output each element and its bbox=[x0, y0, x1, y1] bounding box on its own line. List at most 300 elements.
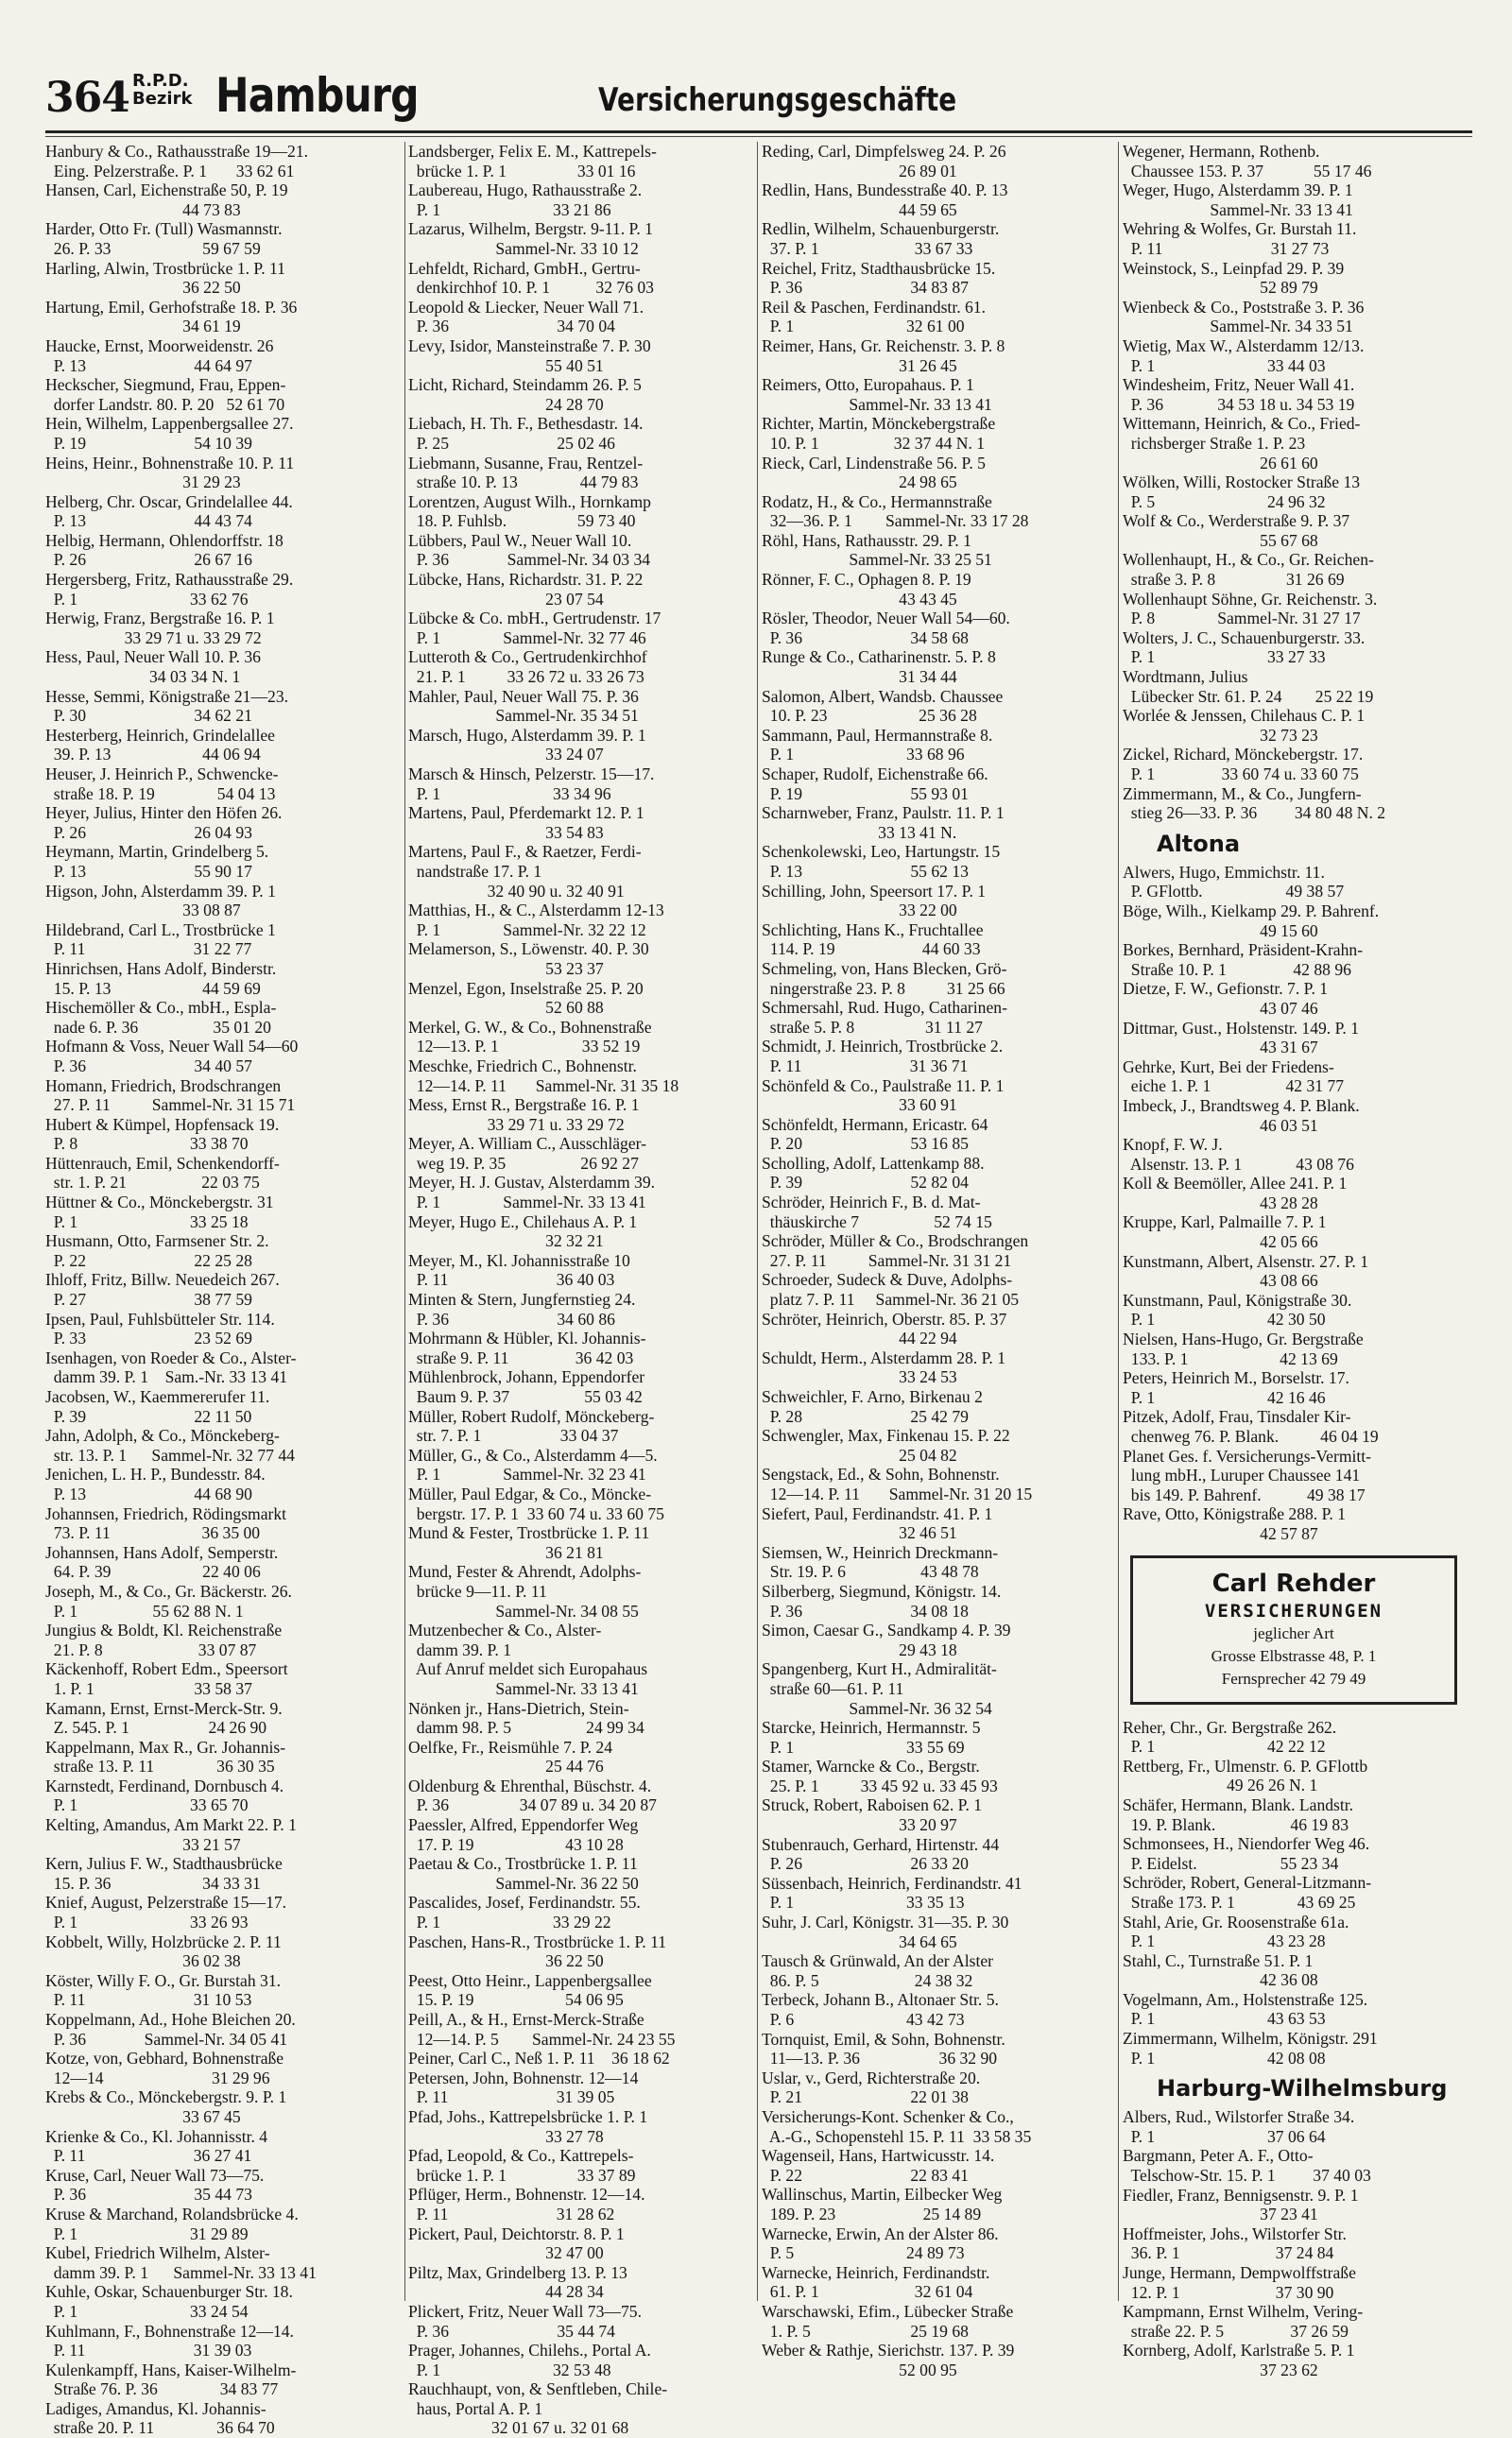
directory-line: Sammel-Nr. 33 13 41 bbox=[408, 1678, 639, 1698]
directory-line: Helberg, Chr. Oscar, Grindelallee 44. bbox=[45, 491, 293, 511]
directory-line: 36 22 50 bbox=[408, 1951, 604, 1971]
directory-line: 37 23 62 bbox=[1123, 2360, 1318, 2379]
directory-line: Schilling, John, Speersort 17. P. 1 bbox=[762, 881, 987, 901]
directory-line: 52 60 88 bbox=[408, 998, 604, 1018]
directory-line: P. 36 34 83 87 bbox=[762, 278, 969, 298]
directory-line: Hansen, Carl, Eichenstraße 50, P. 19 bbox=[45, 180, 288, 200]
directory-line: Sammel-Nr. 36 22 50 bbox=[408, 1873, 639, 1893]
directory-line: Weger, Hugo, Alsterdamm 39. P. 1 bbox=[1123, 180, 1353, 200]
rpd-line1: R.P.D. bbox=[132, 71, 189, 91]
directory-line: Knief, August, Pelzerstraße 15—17. bbox=[45, 1893, 287, 1913]
directory-line: 34 03 34 N. 1 bbox=[45, 667, 241, 687]
directory-line: P. 11 31 27 73 bbox=[1123, 238, 1330, 258]
directory-line: Mühlenbrock, Johann, Eppendorfer bbox=[408, 1367, 645, 1387]
directory-line: Peters, Heinrich M., Borselstr. 17. bbox=[1123, 1368, 1349, 1388]
directory-line: ningerstraße 23. P. 8 31 25 66 bbox=[762, 978, 1005, 998]
directory-line: Homann, Friedrich, Brodschrangen bbox=[45, 1075, 282, 1095]
directory-line: Auf Anruf meldet sich Europahaus bbox=[408, 1659, 648, 1679]
directory-line: Simon, Caesar G., Sandkamp 4. P. 39 bbox=[762, 1621, 1011, 1640]
directory-line: 10. P. 23 25 36 28 bbox=[762, 706, 977, 726]
directory-line: P. 11 36 27 41 bbox=[45, 2146, 252, 2166]
directory-line: Meyer, Hugo E., Chilehaus A. P. 1 bbox=[408, 1211, 638, 1231]
directory-line: Kelting, Amandus, Am Markt 22. P. 1 bbox=[45, 1815, 297, 1835]
directory-line: P. 1 Sammel-Nr. 32 23 41 bbox=[408, 1465, 646, 1485]
directory-line: P. 1 42 08 08 bbox=[1123, 2048, 1326, 2068]
directory-line: P. 11 31 10 53 bbox=[45, 1990, 252, 2010]
directory-line: Piltz, Max, Grindelberg 13. P. 13 bbox=[408, 2262, 627, 2282]
directory-line: Johannsen, Friedrich, Rödingsmarkt bbox=[45, 1503, 287, 1523]
directory-line: Straße 10. P. 1 42 88 96 bbox=[1123, 959, 1351, 979]
directory-line: P. 13 44 68 90 bbox=[45, 1484, 252, 1503]
directory-line: 86. P. 5 24 38 32 bbox=[762, 1970, 973, 1990]
ad-title: VERSICHERUNGEN bbox=[1204, 1600, 1383, 1622]
directory-line: P. 11 31 36 71 bbox=[762, 1056, 969, 1075]
directory-line: Mund & Fester, Trostbrücke 1. P. 11 bbox=[408, 1523, 650, 1543]
directory-line: Schönfeldt, Hermann, Ericastr. 64 bbox=[762, 1114, 988, 1134]
directory-line: Eing. Pelzerstraße. P. 1 33 62 61 bbox=[45, 161, 295, 180]
directory-line: P. 26 26 33 20 bbox=[762, 1854, 969, 1874]
directory-line: Rodatz, H., & Co., Hermannstraße bbox=[762, 491, 992, 511]
directory-line: Redlin, Wilhelm, Schauenburgerstr. bbox=[762, 219, 1000, 239]
directory-line: 36 22 50 bbox=[45, 278, 241, 298]
directory-line: 52 00 95 bbox=[762, 2360, 957, 2379]
directory-line: 26 89 01 bbox=[762, 161, 957, 180]
column-1 bbox=[45, 142, 409, 2438]
directory-line: Wittemann, Heinrich, & Co., Fried- bbox=[1123, 414, 1361, 434]
directory-line: straße 20. P. 11 36 64 70 bbox=[45, 2418, 275, 2438]
directory-line: P. 11 31 39 05 bbox=[408, 2087, 615, 2107]
directory-line: Jenichen, L. H. P., Bundesstr. 84. bbox=[45, 1465, 266, 1485]
directory-line: Prager, Johannes, Chilehs., Portal A. bbox=[408, 2341, 651, 2361]
directory-line: P. 1 33 25 18 bbox=[45, 1211, 249, 1231]
directory-line: P. 20 53 16 85 bbox=[762, 1134, 969, 1154]
directory-line: 64. P. 39 22 40 06 bbox=[45, 1562, 261, 1582]
directory-line: Reichel, Fritz, Stadthausbrücke 15. bbox=[762, 258, 996, 278]
directory-line: Kobbelt, Willy, Holzbrücke 2. P. 11 bbox=[45, 1932, 282, 1951]
directory-line: Oldenburg & Ehrenthal, Büschstr. 4. bbox=[408, 1776, 652, 1795]
directory-line: Uslar, v., Gerd, Richterstraße 20. bbox=[762, 2068, 981, 2087]
directory-line: Schwengler, Max, Finkenau 15. P. 22 bbox=[762, 1426, 1010, 1446]
directory-line: Junge, Hermann, Dempwolffstraße bbox=[1123, 2263, 1356, 2282]
directory-line: Heymann, Martin, Grindelberg 5. bbox=[45, 842, 269, 862]
directory-line: Hildebrand, Carl L., Trostbrücke 1 bbox=[45, 919, 276, 939]
directory-line: Hofmann & Voss, Neuer Wall 54—60 bbox=[45, 1037, 299, 1056]
directory-line: Kamann, Ernst, Ernst-Merck-Str. 9. bbox=[45, 1698, 283, 1718]
directory-line: straße 5. P. 8 31 11 27 bbox=[762, 1017, 983, 1037]
directory-line: str. 1. P. 21 22 03 75 bbox=[45, 1173, 260, 1193]
directory-line: Leopold & Liecker, Neuer Wall 71. bbox=[408, 297, 644, 317]
directory-line: Weber & Rathje, Sierichstr. 137. P. 39 bbox=[762, 2341, 1015, 2361]
directory-line: 15. P. 19 54 06 95 bbox=[408, 1990, 624, 2010]
directory-line: weg 19. P. 35 26 92 27 bbox=[408, 1153, 639, 1173]
directory-line: Wollenhaupt, H., & Co., Gr. Reichen- bbox=[1123, 550, 1374, 570]
directory-line: Husmann, Otto, Farmsener Str. 2. bbox=[45, 1231, 269, 1251]
directory-line: bis 149. P. Bahrenf. 49 38 17 bbox=[1123, 1485, 1366, 1504]
directory-line: Terbeck, Johann B., Altonaer Str. 5. bbox=[762, 1990, 999, 2010]
directory-line: P. 33 23 52 69 bbox=[45, 1329, 252, 1348]
directory-line: Albers, Rud., Wilstorfer Straße 34. bbox=[1123, 2107, 1355, 2127]
directory-line: 33 60 91 bbox=[762, 1095, 957, 1115]
directory-line: Hess, Paul, Neuer Wall 10. P. 36 bbox=[45, 647, 261, 667]
directory-line: Mohrmann & Hübler, Kl. Johannis- bbox=[408, 1329, 646, 1348]
directory-line: P. 39 52 82 04 bbox=[762, 1173, 969, 1193]
directory-line: Pfad, Johs., Kattrepelsbrücke 1. P. 1 bbox=[408, 2106, 648, 2126]
directory-line: P. 1 37 06 64 bbox=[1123, 2126, 1326, 2146]
directory-line: 32 47 00 bbox=[408, 2243, 604, 2263]
directory-line: 33 13 41 N. bbox=[762, 822, 957, 842]
directory-line: 49 26 26 N. 1 bbox=[1123, 1776, 1318, 1795]
directory-line: Kornberg, Adolf, Karlstraße 5. P. 1 bbox=[1123, 2341, 1355, 2361]
directory-line: Joseph, M., & Co., Gr. Bäckerstr. 26. bbox=[45, 1581, 292, 1601]
directory-line: nandstraße 17. P. 1 bbox=[408, 861, 542, 881]
directory-line: 33 24 07 bbox=[408, 745, 604, 764]
directory-line: 12—14. P. 5 Sammel-Nr. 24 23 55 bbox=[408, 2029, 676, 2049]
directory-line: 25 44 76 bbox=[408, 1757, 604, 1777]
directory-line: P. 1 33 44 03 bbox=[1123, 355, 1326, 375]
directory-line: damm 39. P. 1 Sam.-Nr. 33 13 41 bbox=[45, 1367, 288, 1387]
directory-line: Schenkolewski, Leo, Hartungstr. 15 bbox=[762, 842, 1001, 862]
directory-line: 1. P. 1 33 58 37 bbox=[45, 1678, 252, 1698]
directory-line: P. 1 33 24 54 bbox=[45, 2301, 249, 2321]
directory-line: A.-G., Schopenstehl 15. P. 11 33 58 35 bbox=[762, 2126, 1032, 2146]
directory-line: Lutteroth & Co., Gertrudenkirchhof bbox=[408, 647, 647, 667]
directory-line: Ladiges, Amandus, Kl. Johannis- bbox=[45, 2398, 266, 2418]
directory-line: Vogelmann, Am., Holstenstraße 125. bbox=[1123, 1989, 1368, 2009]
directory-line: 37. P. 1 33 67 33 bbox=[762, 238, 973, 258]
directory-line: P. 1 Sammel-Nr. 32 22 12 bbox=[408, 919, 646, 939]
directory-line: 24 98 65 bbox=[762, 472, 957, 492]
directory-line: Heckscher, Siegmund, Frau, Eppen- bbox=[45, 375, 286, 395]
directory-line: 52 89 79 bbox=[1123, 278, 1318, 298]
directory-line: 36. P. 1 37 24 84 bbox=[1123, 2243, 1334, 2263]
column-divider bbox=[1118, 142, 1119, 2301]
directory-line: Kern, Julius F. W., Stadthausbrücke bbox=[45, 1854, 283, 1874]
directory-line: 25. P. 1 33 45 92 u. 33 45 93 bbox=[762, 1776, 998, 1795]
directory-line: Versicherungs-Kont. Schenker & Co., bbox=[762, 2106, 1014, 2126]
directory-line: Tausch & Grünwald, An der Alster bbox=[762, 1951, 994, 1971]
directory-line: Meschke, Friedrich C., Bohnenstr. bbox=[408, 1056, 637, 1075]
directory-line: Peiner, Carl C., Neß 1. P. 11 36 18 62 bbox=[408, 2049, 670, 2069]
page-header bbox=[45, 68, 1472, 134]
directory-line: Peest, Otto Heinr., Lappenbergsallee bbox=[408, 1970, 652, 1990]
directory-line: P. 1 Sammel-Nr. 32 77 46 bbox=[408, 627, 646, 647]
directory-line: Karnstedt, Ferdinand, Dornbusch 4. bbox=[45, 1776, 284, 1795]
directory-line: Nielsen, Hans-Hugo, Gr. Bergstraße bbox=[1123, 1330, 1364, 1349]
directory-line: damm 39. P. 1 bbox=[408, 1640, 511, 1659]
directory-line: 36 02 38 bbox=[45, 1951, 241, 1971]
rpd-line2: Bezirk bbox=[132, 89, 193, 109]
directory-line: Hesterberg, Heinrich, Grindelallee bbox=[45, 725, 275, 745]
directory-line: P. 11 31 22 77 bbox=[45, 939, 252, 959]
directory-line: Stamer, Warncke & Co., Bergstr. bbox=[762, 1757, 980, 1777]
directory-line: Landsberger, Felix E. M., Kattrepels- bbox=[408, 142, 657, 161]
directory-line: 61. P. 1 32 61 04 bbox=[762, 2282, 973, 2302]
directory-line: Wienbeck & Co., Poststraße 3. P. 36 bbox=[1123, 297, 1365, 317]
directory-line: Suhr, J. Carl, Königstr. 31—35. P. 30 bbox=[762, 1913, 1009, 1932]
district-heading: Harburg-Wilhelmsburg bbox=[1157, 2075, 1448, 2103]
directory-line: Hüttenrauch, Emil, Schenkendorff- bbox=[45, 1153, 280, 1173]
directory-line: 33 21 57 bbox=[45, 1834, 241, 1854]
directory-line: P. 11 36 40 03 bbox=[408, 1270, 615, 1290]
header-rule bbox=[45, 130, 1472, 133]
directory-line: 27. P. 11 Sammel-Nr. 31 31 21 bbox=[762, 1250, 1012, 1270]
directory-line: Sammel-Nr. 33 10 12 bbox=[408, 238, 639, 258]
directory-line: Merkel, G. W., & Co., Bohnenstraße bbox=[408, 1017, 652, 1037]
directory-line: Hoffmeister, Johs., Wilstorfer Str. bbox=[1123, 2223, 1347, 2243]
directory-line: Kruppe, Karl, Palmaille 7. P. 1 bbox=[1123, 1212, 1327, 1232]
directory-line: P. 5 24 89 73 bbox=[762, 2243, 965, 2263]
directory-line: Matthias, H., & C., Alsterdamm 12-13 bbox=[408, 901, 664, 920]
directory-line: 49 15 60 bbox=[1123, 920, 1318, 940]
directory-line: Baum 9. P. 37 55 03 42 bbox=[408, 1387, 643, 1406]
directory-line: Wehring & Wolfes, Gr. Burstah 11. bbox=[1123, 219, 1357, 239]
directory-line: Wolf & Co., Werderstraße 9. P. 37 bbox=[1123, 511, 1350, 531]
directory-line: Sammel-Nr. 34 33 51 bbox=[1123, 317, 1353, 336]
directory-line: brücke 1. P. 1 33 01 16 bbox=[408, 161, 636, 180]
directory-line: Liebach, H. Th. F., Bethesdastr. 14. bbox=[408, 414, 644, 434]
directory-line: P. 1 33 29 22 bbox=[408, 1913, 611, 1932]
directory-line: Schroeder, Sudeck & Duve, Adolphs- bbox=[762, 1270, 1013, 1290]
directory-line: P. 13 44 43 74 bbox=[45, 511, 252, 531]
directory-line: 26. P. 33 59 67 59 bbox=[45, 238, 261, 258]
directory-line: 31 26 45 bbox=[762, 355, 957, 375]
directory-line: P. Eidelst. 55 23 34 bbox=[1123, 1853, 1339, 1873]
directory-line: 15. P. 36 34 33 31 bbox=[45, 1873, 261, 1893]
directory-line: Rieck, Carl, Lindenstraße 56. P. 5 bbox=[762, 453, 986, 472]
directory-line: 33 67 45 bbox=[45, 2106, 241, 2126]
ad-address: Grosse Elbstrasse 48, P. 1 bbox=[1211, 1646, 1377, 1665]
directory-line: Rave, Otto, Königstraße 288. P. 1 bbox=[1123, 1504, 1347, 1524]
directory-line: Telschow-Str. 15. P. 1 37 40 03 bbox=[1123, 2166, 1371, 2186]
column-3 bbox=[762, 142, 1125, 2379]
directory-line: str. 7. P. 1 33 04 37 bbox=[408, 1426, 619, 1446]
column-divider bbox=[757, 142, 758, 2301]
directory-line: 36 21 81 bbox=[408, 1542, 604, 1562]
directory-line: Hüttner & Co., Mönckebergstr. 31 bbox=[45, 1193, 274, 1212]
directory-line: 37 23 41 bbox=[1123, 2205, 1318, 2224]
directory-line: Higson, John, Alsterdamm 39. P. 1 bbox=[45, 881, 276, 901]
directory-line: 189. P. 23 25 14 89 bbox=[762, 2204, 982, 2223]
directory-line: Minten & Stern, Jungfernstieg 24. bbox=[408, 1290, 636, 1310]
directory-line: thäuskirche 7 52 74 15 bbox=[762, 1211, 992, 1231]
directory-line: P. 1 33 34 96 bbox=[408, 783, 611, 803]
directory-line: Stubenrauch, Gerhard, Hirtenstr. 44 bbox=[762, 1834, 1000, 1854]
directory-line: brücke 1. P. 1 33 37 89 bbox=[408, 2165, 636, 2185]
directory-line: Reimer, Hans, Gr. Reichenstr. 3. P. 8 bbox=[762, 335, 1005, 355]
directory-line: Dittmar, Gust., Holstenstr. 149. P. 1 bbox=[1123, 1018, 1360, 1038]
directory-line: 43 31 67 bbox=[1123, 1038, 1318, 1057]
directory-line: Schmidt, J. Heinrich, Trostbrücke 2. bbox=[762, 1037, 1004, 1056]
directory-line: straße 9. P. 11 36 42 03 bbox=[408, 1348, 634, 1367]
directory-line: P. 8 Sammel-Nr. 31 27 17 bbox=[1123, 609, 1361, 628]
directory-line: P. 1 32 61 00 bbox=[762, 317, 965, 336]
directory-line: 34 61 19 bbox=[45, 317, 241, 336]
directory-line: Borkes, Bernhard, Präsident-Krahn- bbox=[1123, 940, 1364, 960]
directory-line: Sammel-Nr. 33 13 41 bbox=[1123, 199, 1353, 219]
directory-line: Lübbers, Paul W., Neuer Wall 10. bbox=[408, 530, 632, 550]
directory-line: Zimmermann, Wilhelm, Königstr. 291 bbox=[1123, 2029, 1378, 2049]
directory-line: Wallinschus, Martin, Eilbecker Weg bbox=[762, 2185, 1003, 2205]
directory-line: P. 1 55 62 88 N. 1 bbox=[45, 1601, 244, 1621]
directory-line: Z. 545. P. 1 24 26 90 bbox=[45, 1718, 267, 1738]
directory-line: Straße 173. P. 1 43 69 25 bbox=[1123, 1892, 1356, 1912]
directory-line: Licht, Richard, Steindamm 26. P. 5 bbox=[408, 375, 642, 395]
directory-line: Marsch & Hinsch, Pelzerstr. 15—17. bbox=[408, 764, 655, 783]
directory-line: 53 23 37 bbox=[408, 958, 604, 978]
directory-line: Rettberg, Fr., Ulmenstr. 6. P. GFlottb bbox=[1123, 1756, 1368, 1776]
directory-line: Hesse, Semmi, Königstraße 21—23. bbox=[45, 686, 289, 706]
directory-line: Isenhagen, von Roeder & Co., Alster- bbox=[45, 1348, 297, 1367]
directory-line: P. 19 55 93 01 bbox=[762, 783, 969, 803]
directory-line: nade 6. P. 36 35 01 20 bbox=[45, 1017, 271, 1037]
directory-line: P. 36 34 07 89 u. 34 20 87 bbox=[408, 1795, 657, 1815]
directory-line: P. 36 34 40 57 bbox=[45, 1056, 252, 1075]
directory-line: 42 36 08 bbox=[1123, 1970, 1318, 1990]
directory-line: 26 61 60 bbox=[1123, 453, 1318, 472]
directory-line: Kruse, Carl, Neuer Wall 73—75. bbox=[45, 2165, 265, 2185]
directory-line: Schmonsees, H., Niendorfer Weg 46. bbox=[1123, 1834, 1370, 1854]
column-divider bbox=[404, 142, 405, 2301]
directory-line: P. 1 33 65 70 bbox=[45, 1795, 249, 1815]
directory-line: Pfad, Leopold, & Co., Kattrepels- bbox=[408, 2146, 634, 2166]
directory-line: P. 1 43 63 53 bbox=[1123, 2009, 1326, 2029]
directory-line: P. 21 22 01 38 bbox=[762, 2087, 969, 2107]
directory-line: 25 04 82 bbox=[762, 1445, 957, 1465]
directory-line: P. 36 Sammel-Nr. 34 05 41 bbox=[45, 2029, 288, 2049]
directory-line: platz 7. P. 11 Sammel-Nr. 36 21 05 bbox=[762, 1290, 1020, 1310]
directory-line: 24 28 70 bbox=[408, 394, 604, 414]
directory-line: Müller, Paul Edgar, & Co., Mönckе- bbox=[408, 1484, 652, 1503]
directory-line: Gehrke, Kurt, Bei der Friedens- bbox=[1123, 1056, 1334, 1076]
directory-line: Liebmann, Susanne, Frau, Rentzel- bbox=[408, 453, 644, 472]
directory-line: P. 36 35 44 73 bbox=[45, 2185, 252, 2205]
directory-line: Krienke & Co., Kl. Johannisstr. 4 bbox=[45, 2126, 268, 2146]
directory-line: P. 1 33 60 74 u. 33 60 75 bbox=[1123, 764, 1359, 783]
directory-line: Köster, Willy F. O., Gr. Burstah 31. bbox=[45, 1970, 282, 1990]
directory-line: 10. P. 1 32 37 44 N. 1 bbox=[762, 433, 986, 453]
directory-line: Mahler, Paul, Neuer Wall 75. P. 36 bbox=[408, 686, 639, 706]
directory-line: Sammel-Nr. 33 25 51 bbox=[762, 550, 992, 570]
directory-line: P. 1 33 55 69 bbox=[762, 1737, 965, 1757]
directory-line: Röhl, Hans, Rathausstr. 29. P. 1 bbox=[762, 530, 971, 550]
directory-line: P. 13 55 62 13 bbox=[762, 861, 969, 881]
directory-line: Jahn, Adolph, & Co., Mönckeberg- bbox=[45, 1426, 280, 1446]
directory-line: Dietze, F. W., Gefionstr. 7. P. 1 bbox=[1123, 979, 1329, 999]
directory-line: straße 10. P. 13 44 79 83 bbox=[408, 472, 639, 492]
directory-line: 34 64 65 bbox=[762, 1932, 957, 1951]
directory-line: P. 25 25 02 46 bbox=[408, 433, 615, 453]
directory-line: P. 1 32 53 48 bbox=[408, 2360, 611, 2379]
directory-line: Lübcke & Co. mbH., Gertrudenstr. 17 bbox=[408, 609, 662, 628]
directory-line: Ipsen, Paul, Fuhlsbütteler Str. 114. bbox=[45, 1309, 275, 1329]
directory-line: Kubel, Friedrich Wilhelm, Alster- bbox=[45, 2243, 270, 2263]
directory-line: Peill, A., & H., Ernst-Merck-Straße bbox=[408, 2010, 644, 2029]
directory-line: P. 19 54 10 39 bbox=[45, 433, 252, 453]
district-heading: Altona bbox=[1157, 830, 1241, 857]
directory-line: Warnecke, Erwin, An der Alster 86. bbox=[762, 2223, 999, 2243]
directory-line: Reimers, Otto, Europahaus. P. 1 bbox=[762, 375, 974, 395]
directory-line: Siemsen, W., Heinrich Dreckmann- bbox=[762, 1542, 999, 1562]
directory-line: Schweichler, F. Arno, Birkenau 2 bbox=[762, 1387, 983, 1406]
directory-line: 31 34 44 bbox=[762, 667, 957, 687]
directory-line: Meyer, M., Kl. Johannisstraße 10 bbox=[408, 1250, 630, 1270]
directory-line: 55 67 68 bbox=[1123, 530, 1318, 550]
directory-line: Hinrichsen, Hans Adolf, Binderstr. bbox=[45, 958, 277, 978]
directory-line: Süssenbach, Heinrich, Ferdinandstr. 41 bbox=[762, 1873, 1022, 1893]
directory-line: P. 1 31 29 89 bbox=[45, 2223, 249, 2243]
directory-line: Plickert, Fritz, Neuer Wall 73—75. bbox=[408, 2301, 642, 2321]
directory-line: 33 20 97 bbox=[762, 1815, 957, 1835]
directory-line: Schmeling, von, Hans Blecken, Grö- bbox=[762, 958, 1007, 978]
directory-line: Scholling, Adolf, Lattenkamp 88. bbox=[762, 1153, 985, 1173]
directory-line: P. GFlottb. 49 38 57 bbox=[1123, 882, 1345, 901]
directory-line: Harling, Alwin, Trostbrücke 1. P. 11 bbox=[45, 258, 285, 278]
directory-line: Knopf, F. W. J. bbox=[1123, 1135, 1223, 1155]
directory-line: Paessler, Alfred, Eppendorfer Weg bbox=[408, 1815, 639, 1835]
directory-line: Kunstmann, Albert, Alsenstr. 27. P. 1 bbox=[1123, 1251, 1369, 1271]
header-rule-thin bbox=[45, 136, 1472, 137]
directory-line: Warnecke, Heinrich, Ferdinandstr. bbox=[762, 2262, 990, 2282]
directory-line: Schröder, Müller & Co., Brodschrangen bbox=[762, 1231, 1029, 1251]
directory-line: 43 08 66 bbox=[1123, 1271, 1318, 1291]
directory-line: P. 36 34 53 18 u. 34 53 19 bbox=[1123, 394, 1355, 414]
directory-line: 33 27 78 bbox=[408, 2126, 604, 2146]
directory-line: Paschen, Hans-R., Trostbrücke 1. P. 11 bbox=[408, 1932, 667, 1951]
directory-line: Heyer, Julius, Hinter den Höfen 26. bbox=[45, 803, 283, 823]
directory-line: Wölken, Willi, Rostocker Straße 13 bbox=[1123, 472, 1361, 492]
directory-line: 42 57 87 bbox=[1123, 1523, 1318, 1543]
directory-line: Redlin, Hans, Bundesstraße 40. P. 13 bbox=[762, 180, 1008, 200]
directory-line: 18. P. Fuhlsb. 59 73 40 bbox=[408, 511, 636, 531]
directory-line: Mutzenbecher & Co., Alster- bbox=[408, 1621, 602, 1640]
directory-line: P. 1 42 16 46 bbox=[1123, 1387, 1326, 1407]
directory-line: Schuldt, Herm., Alsterdamm 28. P. 1 bbox=[762, 1348, 1006, 1367]
directory-line: Imbeck, J., Brandtsweg 4. P. Blank. bbox=[1123, 1095, 1360, 1115]
directory-line: 33 29 71 u. 33 29 72 bbox=[45, 627, 262, 647]
directory-line: P. 1 33 62 76 bbox=[45, 589, 249, 609]
directory-line: Sammel-Nr. 35 34 51 bbox=[408, 706, 639, 726]
directory-line: Böge, Wilh., Kielkamp 29. P. Bahrenf. bbox=[1123, 901, 1380, 920]
directory-line: Kampmann, Ernst Wilhelm, Vering- bbox=[1123, 2302, 1364, 2322]
directory-line: Sammel-Nr. 36 32 54 bbox=[762, 1698, 992, 1718]
directory-line: 12—14 31 29 96 bbox=[45, 2068, 270, 2087]
directory-line: Wolters, J. C., Schauenburgerstr. 33. bbox=[1123, 627, 1366, 647]
directory-line: 32 73 23 bbox=[1123, 725, 1318, 745]
directory-line: damm 98. P. 5 24 99 34 bbox=[408, 1718, 644, 1738]
directory-line: 21. P. 8 33 07 87 bbox=[45, 1640, 257, 1659]
directory-line: Mund, Fester & Ahrendt, Adolphs- bbox=[408, 1562, 642, 1582]
directory-line: Schlichting, Hans K., Fruchtallee bbox=[762, 919, 984, 939]
directory-line: Mess, Ernst R., Bergstraße 16. P. 1 bbox=[408, 1095, 640, 1115]
directory-line: 44 22 94 bbox=[762, 1329, 957, 1348]
directory-line: P. 1 43 23 28 bbox=[1123, 1932, 1326, 1951]
directory-line: Starcke, Heinrich, Hermannstr. 5 bbox=[762, 1718, 981, 1738]
directory-line: Hanbury & Co., Rathausstraße 19—21. bbox=[45, 142, 309, 161]
column-2 bbox=[408, 142, 772, 2438]
directory-line: 12—14. P. 11 Sammel-Nr. 31 20 15 bbox=[762, 1484, 1033, 1503]
directory-line: eiche 1. P. 1 42 31 77 bbox=[1123, 1076, 1345, 1096]
directory-line: P. 11 31 39 03 bbox=[45, 2341, 252, 2361]
directory-line: richsberger Straße 1. P. 23 bbox=[1123, 433, 1306, 453]
directory-line: 46 03 51 bbox=[1123, 1115, 1318, 1135]
directory-line: straße 13. P. 11 36 30 35 bbox=[45, 1757, 275, 1777]
directory-line: Silberberg, Siegmund, Königstr. 14. bbox=[762, 1581, 1002, 1601]
directory-line: 55 40 51 bbox=[408, 355, 604, 375]
directory-line: Koppelmann, Ad., Hohe Bleichen 20. bbox=[45, 2010, 296, 2029]
directory-line: 39. P. 13 44 06 94 bbox=[45, 745, 261, 764]
directory-line: P. 5 24 96 32 bbox=[1123, 491, 1326, 511]
directory-line: straße 18. P. 19 54 04 13 bbox=[45, 783, 276, 803]
